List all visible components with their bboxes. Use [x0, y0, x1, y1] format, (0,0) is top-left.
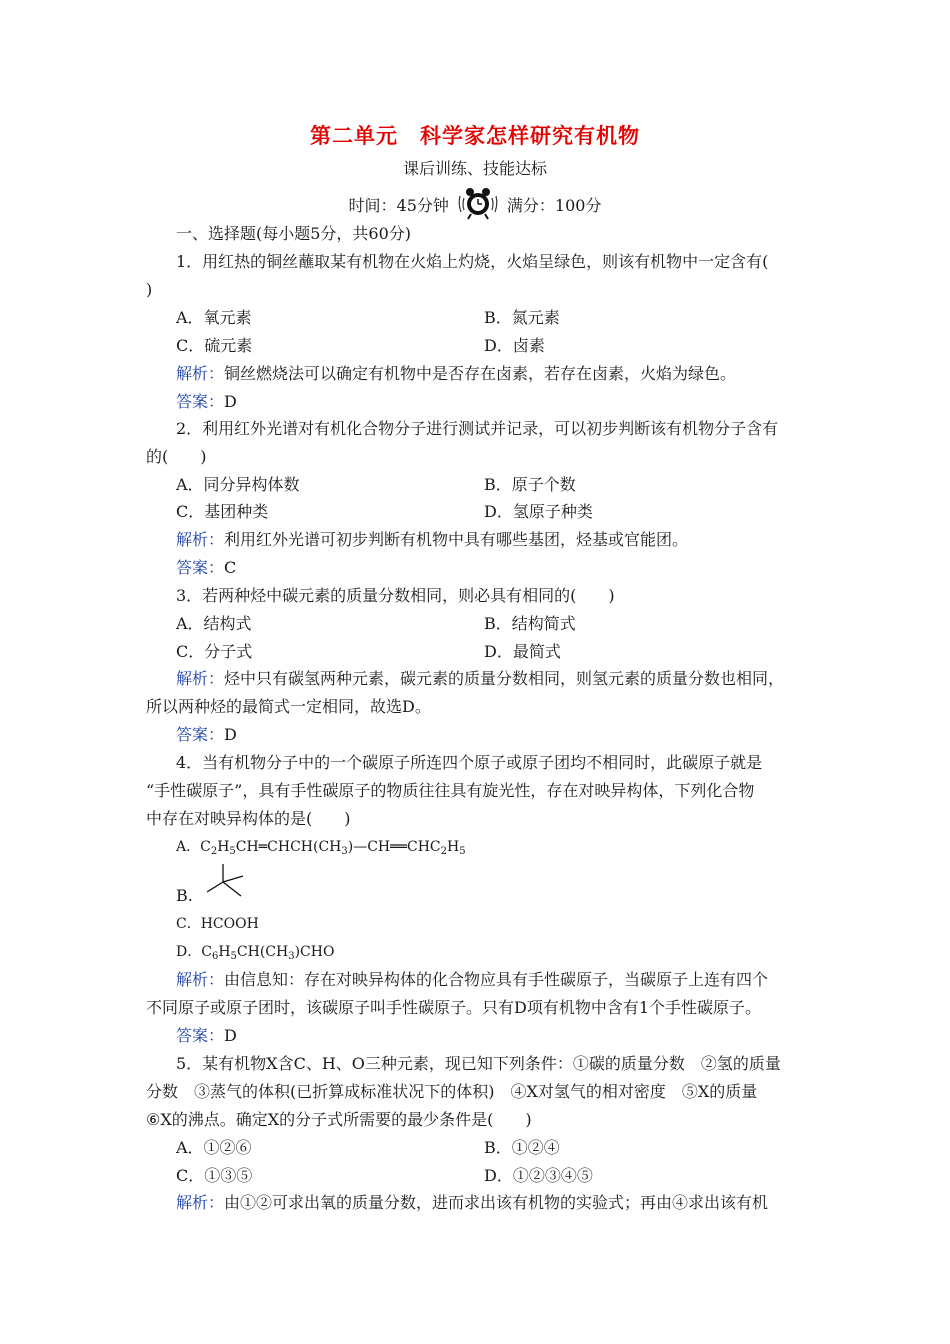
subscript: 2 [440, 846, 447, 857]
time-limit: 时间：45分钟 [348, 195, 449, 215]
q2-answer [176, 558, 236, 578]
question-5-stem: 5．某有机物X含C、H、O三种元素，现已知下列条件：①碳的质量分数 ②氢的质量 [176, 1054, 781, 1073]
subscript: 6 [211, 951, 219, 962]
subscript: 5 [229, 846, 236, 857]
formula-part: )—CH══CHC [347, 839, 441, 855]
q3-option-c: C．分子式 [176, 642, 253, 661]
formula-part: )CHO [294, 944, 335, 960]
analysis-label: 解析： [176, 669, 225, 688]
question-1-stem: 1．用红热的铜丝蘸取某有机物在火焰上灼烧，火焰呈绿色，则该有机物中一定含有( [176, 252, 769, 271]
formula-part: H [217, 839, 230, 855]
q1-option-a: A．氧元素 [176, 308, 252, 327]
time-score-line [0, 186, 950, 222]
q1-answer-value: D [224, 392, 237, 411]
q5-analysis [176, 1193, 768, 1213]
q2-option-c: C．基团种类 [176, 502, 269, 521]
analysis-label: 解析： [176, 970, 225, 989]
subscript: 3 [341, 846, 348, 857]
subscript: 2 [210, 846, 218, 857]
question-2-stem-cont: 的( ) [146, 447, 207, 466]
subscript: 5 [230, 951, 237, 962]
q5-option-d: D．①②③④⑤ [484, 1166, 593, 1185]
page-subtitle: 课后训练、技能达标 [402, 159, 547, 178]
question-1-stem-cont: ) [146, 280, 153, 299]
q2-analysis-text: 利用红外光谱可初步判断有机物中具有哪些基团，烃基或官能团。 [224, 530, 689, 549]
question-4-stem-cont-1: “手性碳原子”，具有手性碳原子的物质往往具有旋光性，存在对映异构体，下列化合物 [146, 781, 755, 800]
analysis-label: 解析： [176, 1193, 225, 1212]
q3-answer-value: D [224, 725, 237, 744]
q3-analysis-text: 烃中只有碳氢两种元素，碳元素的质量分数相同，则氢元素的质量分数也相同， [224, 669, 785, 688]
q4-answer-value: D [224, 1026, 237, 1045]
q1-answer [176, 392, 237, 412]
answer-label: 答案： [176, 725, 225, 744]
q4-option-b: B. [176, 886, 193, 905]
question-3-stem: 3．若两种烃中碳元素的质量分数相同，则必具有相同的( ) [176, 586, 615, 605]
question-4-stem-cont-2: 中存在对映异构体的是( ) [146, 809, 351, 828]
formula-part: D．C [176, 944, 212, 960]
answer-label: 答案： [176, 558, 225, 577]
section-heading: 一、选择题(每小题5分，共60分) [176, 224, 412, 243]
q2-option-a: A．同分异构体数 [176, 475, 300, 494]
q1-analysis-text: 铜丝燃烧法可以确定有机物中是否存在卤素，若存在卤素，火焰为绿色。 [224, 364, 737, 383]
q5-analysis-text: 由①②可求出氧的质量分数，进而求出该有机物的实验式；再由④求出该有机 [224, 1193, 769, 1212]
question-5-stem-cont-1: 分数 ③蒸气的体积(已折算成标准状况下的体积) ④X对氢气的相对密度 ⑤X的质量 [146, 1082, 758, 1101]
full-score: 满分：100分 [506, 195, 602, 215]
q2-answer-value: C [224, 558, 237, 577]
q3-answer [176, 725, 237, 745]
analysis-label: 解析： [176, 364, 225, 383]
q4-option-d [176, 942, 334, 967]
answer-label: 答案： [176, 392, 225, 411]
q2-analysis [176, 530, 688, 550]
answer-label: 答案： [176, 1026, 225, 1045]
formula-part: H [447, 839, 460, 855]
question-5-stem-cont-2: ⑥X的沸点。确定X的分子式所需要的最少条件是( ) [146, 1110, 532, 1129]
q3-option-b: B．结构简式 [484, 614, 576, 633]
q4-option-c: C．HCOOH [176, 916, 259, 932]
skeletal-structure-icon [205, 862, 247, 898]
subscript: 5 [459, 846, 466, 857]
title-text: 科学家怎样研究有机物 [420, 124, 640, 148]
q1-analysis [176, 364, 736, 384]
q4-answer [176, 1026, 237, 1046]
q4-analysis-text: 由信息知：存在对映异构体的化合物应具有手性碳原子，当碳原子上连有四个 [224, 970, 769, 989]
q4-option-a [176, 837, 466, 862]
page-title [0, 120, 950, 150]
q3-analysis-cont: 所以两种烃的最简式一定相同，故选D。 [146, 697, 431, 716]
q4-analysis [176, 970, 768, 990]
q5-option-c: C．①③⑤ [176, 1166, 253, 1185]
formula-part: H [218, 944, 231, 960]
q4-analysis-cont: 不同原子或原子团时，该碳原子叫手性碳原子。只有D项有机物中含有1个手性碳原子。 [146, 998, 762, 1017]
subscript: 3 [288, 951, 295, 962]
q2-option-b: B．原子个数 [484, 475, 576, 494]
q3-option-a: A．结构式 [176, 614, 252, 633]
question-4-stem: 4．当有机物分子中的一个碳原子所连四个原子或原子团均不相同时，此碳原子就是 [176, 753, 763, 772]
analysis-label: 解析： [176, 530, 225, 549]
formula-part: CH═CHCH(CH [235, 839, 342, 855]
q5-option-a: A．①②⑥ [176, 1138, 252, 1157]
q5-option-b: B．①②④ [484, 1138, 560, 1157]
q3-option-d: D．最简式 [484, 642, 561, 661]
alarm-clock-icon [457, 186, 499, 222]
q1-option-b: B．氮元素 [484, 308, 560, 327]
q3-analysis [176, 669, 784, 689]
formula-part: A．C [176, 839, 211, 855]
q1-option-c: C．硫元素 [176, 336, 253, 355]
unit-label: 第二单元 [310, 124, 398, 148]
q2-option-d: D．氢原子种类 [484, 502, 593, 521]
question-2-stem: 2．利用红外光谱对有机化合物分子进行测试并记录，可以初步判断该有机物分子含有 [176, 419, 779, 438]
q1-option-d: D．卤素 [484, 336, 545, 355]
formula-part: CH(CH [236, 944, 289, 960]
